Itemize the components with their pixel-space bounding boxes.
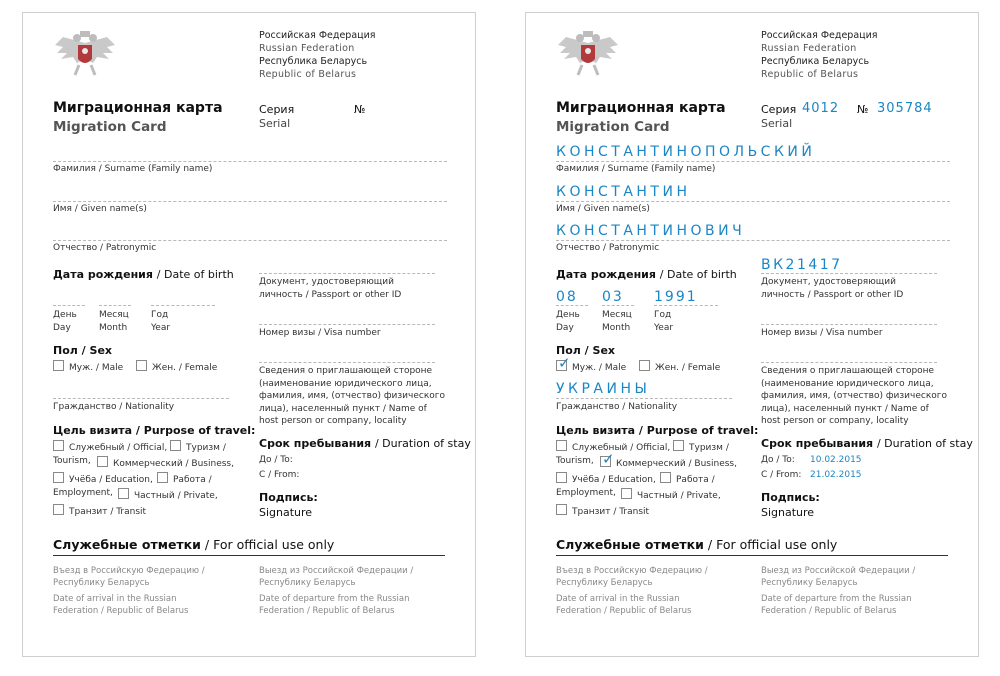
male-label: Муж. / Male [69, 363, 124, 373]
given-name-label: Имя / Given name(s) [556, 204, 650, 214]
year-label [654, 309, 673, 334]
host-line[interactable] [761, 362, 937, 363]
surname-label: Фамилия / Surname (Family name) [556, 164, 716, 174]
day-label [53, 309, 77, 334]
host-5: host person or company, locality [761, 416, 909, 426]
purpose-en: / Purpose of travel: [638, 424, 759, 437]
tourism-label-en: Tourism, [556, 456, 594, 466]
from-label: С / From: [259, 470, 300, 480]
given-name-line[interactable] [53, 201, 447, 202]
year-label [151, 309, 170, 334]
serial-label-ru: Серия [761, 103, 797, 116]
country-ru-1: Российская Федерация [761, 30, 878, 41]
country-block [761, 29, 878, 81]
to-date-value[interactable]: 10.02.2015 [810, 455, 862, 465]
education-label: Учёба / Education, [572, 475, 656, 485]
month-en: Month [602, 322, 631, 333]
entry-1: Въезд в Российскую Федерацию / [53, 566, 205, 576]
stay-en: / Duration of stay [374, 437, 471, 450]
country-en-1: Russian Federation [259, 43, 355, 54]
day-line[interactable] [53, 305, 85, 306]
host-4: лица), населенный пункт / Name of [761, 403, 929, 414]
number-sign: № [354, 103, 366, 116]
host-line[interactable] [259, 362, 435, 363]
number-sign: № [857, 103, 869, 116]
official-title-ru: Служебные отметки [556, 537, 704, 552]
official-title-ru: Служебные отметки [53, 537, 201, 552]
business-checkbox[interactable] [600, 450, 615, 468]
serial-label-en: Serial [259, 117, 291, 130]
day-ru: День [556, 310, 580, 320]
purpose-education[interactable] [556, 472, 656, 485]
tourism-label: Туризм / [186, 443, 226, 453]
transit-checkbox[interactable] [53, 504, 64, 515]
year-ru: Год [654, 310, 672, 320]
given-name-label: Имя / Given name(s) [53, 204, 147, 214]
migration-card-filled [525, 12, 979, 657]
patronymic-label: Отчество / Patronymic [53, 243, 157, 253]
day-line [556, 305, 588, 306]
purpose-education[interactable] [53, 472, 153, 485]
exit-2: Республику Беларусь [761, 578, 858, 588]
purpose-heading [556, 424, 758, 437]
purpose-heading [53, 424, 255, 437]
signature-ru: Подпись: [259, 491, 318, 504]
exit-stamp-label [761, 565, 915, 617]
male-option[interactable] [556, 354, 627, 373]
tourism-checkbox[interactable] [170, 440, 181, 451]
official-title-en: / For official use only [204, 537, 335, 552]
private-checkbox[interactable] [118, 488, 129, 499]
official-label: Служебный / Official, [69, 443, 168, 453]
host-1: Сведения о приглашающей стороне [761, 366, 935, 376]
title-en: Migration Card [53, 119, 167, 135]
business-label: Коммерческий / Business, [113, 459, 234, 469]
day-en: Day [556, 322, 574, 333]
sex-ru: Пол [53, 344, 78, 357]
passport-line [761, 273, 937, 274]
sex-en: / Sex [81, 344, 112, 357]
day-ru: День [53, 310, 77, 320]
tourism-label: Туризм / [689, 443, 729, 453]
double-headed-eagle-emblem-icon [556, 29, 620, 79]
citizenship-label: Гражданство / Nationality [53, 402, 175, 412]
year-value[interactable]: 1991 [654, 289, 698, 305]
day-label [556, 309, 580, 334]
host-label [761, 365, 947, 428]
entry-stamp-label [53, 565, 205, 617]
tourism-checkbox[interactable] [673, 440, 684, 451]
host-label [259, 365, 445, 428]
to-label: До / To: [259, 455, 293, 465]
patronymic-label: Отчество / Patronymic [556, 243, 660, 253]
purpose-transit[interactable] [53, 504, 146, 517]
male-checkbox[interactable] [556, 354, 571, 372]
country-en-2: Republic of Belarus [259, 69, 357, 80]
host-1: Сведения о приглашающей стороне [259, 366, 433, 376]
purpose-business[interactable] [600, 450, 737, 469]
to-label: До / To: [761, 455, 795, 465]
passport-label [761, 276, 903, 301]
male-checkbox[interactable] [53, 360, 64, 371]
from-label: С / From: [761, 470, 802, 480]
entry-4: Federation / Republic of Belarus [53, 606, 189, 616]
citizenship-label: Гражданство / Nationality [556, 402, 678, 412]
business-label: Коммерческий / Business, [616, 459, 737, 469]
transit-checkbox[interactable] [556, 504, 567, 515]
male-label: Муж. / Male [572, 363, 627, 373]
female-label: Жен. / Female [152, 363, 218, 373]
year-line[interactable] [151, 305, 215, 306]
surname-line[interactable] [53, 161, 447, 162]
sex-en: / Sex [584, 344, 615, 357]
surname-value[interactable]: КОНСТАНТИНОПОЛЬСКИЙ [556, 144, 816, 160]
number-value[interactable]: 305784 [877, 101, 933, 116]
year-line [654, 305, 718, 306]
month-ru: Месяц [602, 310, 632, 320]
host-3: фамилия, имя, (отчество) физического [761, 391, 948, 401]
doc-line1: Документ, удостоверяющий [259, 277, 394, 287]
visa-line[interactable] [761, 324, 937, 325]
country-ru-2: Республика Беларусь [761, 56, 870, 67]
education-label: Учёба / Education, [69, 475, 153, 485]
country-ru-2: Республика Беларусь [259, 56, 368, 67]
dob-heading [556, 268, 737, 281]
female-label: Жен. / Female [655, 363, 721, 373]
dob-ru: Дата рождения [556, 268, 656, 281]
stay-heading [259, 437, 471, 450]
transit-label: Транзит / Transit [572, 507, 650, 517]
host-2: (наименование юридического лица, [259, 378, 432, 389]
dob-ru: Дата рождения [53, 268, 153, 281]
series-value[interactable]: 4012 [802, 101, 840, 116]
female-checkbox[interactable] [639, 360, 650, 371]
exit-4: Federation / Republic of Belarus [761, 606, 897, 616]
host-5: host person or company, locality [259, 416, 407, 426]
purpose-ru: Цель визита [53, 424, 133, 437]
entry-2: Республику Беларусь [53, 578, 150, 588]
entry-2: Республику Беларусь [556, 578, 653, 588]
work-checkbox[interactable] [157, 472, 168, 483]
official-checkbox[interactable] [556, 440, 567, 451]
host-3: фамилия, имя, (отчество) физического [259, 391, 446, 401]
exit-3: Date of departure from the Russian [259, 594, 410, 604]
stay-ru: Срок пребывания [259, 437, 372, 450]
official-divider [556, 555, 948, 556]
host-4: лица), населенный пункт / Name of [259, 403, 427, 414]
official-use-heading [53, 537, 334, 552]
year-en: Year [654, 322, 674, 333]
dob-heading [53, 268, 234, 281]
official-divider [53, 555, 445, 556]
exit-1: Выезд из Российской Федерации / [259, 566, 414, 576]
surname-label: Фамилия / Surname (Family name) [53, 164, 213, 174]
work-label: Работа / [173, 475, 212, 485]
private-label: Частный / Private, [134, 491, 218, 501]
business-checkbox[interactable] [97, 456, 108, 467]
education-checkbox[interactable] [556, 472, 567, 483]
double-headed-eagle-emblem-icon [53, 29, 117, 79]
stay-heading [761, 437, 973, 450]
entry-1: Въезд в Российскую Федерацию / [556, 566, 708, 576]
official-use-heading [556, 537, 837, 552]
month-ru: Месяц [99, 310, 129, 320]
serial-label-ru: Серия [259, 103, 295, 116]
signature-ru: Подпись: [761, 491, 820, 504]
citizenship-line [556, 398, 732, 399]
tourism-label-en: Tourism, [53, 456, 91, 466]
title-ru: Миграционная карта [53, 100, 223, 116]
doc-line2: личность / Passport or other ID [259, 289, 402, 300]
signature-en: Signature [259, 506, 313, 519]
visa-label: Номер визы / Visa number [259, 328, 381, 338]
employment-label: Employment, [53, 488, 113, 498]
host-2: (наименование юридического лица, [761, 378, 934, 389]
patronymic-line[interactable] [53, 240, 447, 241]
stay-en: / Duration of stay [876, 437, 973, 450]
day-value[interactable]: 08 [556, 289, 578, 305]
female-option[interactable] [136, 360, 217, 373]
entry-3: Date of arrival in the Russian [556, 594, 680, 604]
month-label [602, 309, 632, 334]
male-option[interactable] [53, 360, 123, 373]
patronymic-line [556, 240, 950, 241]
purpose-private[interactable] [118, 488, 218, 501]
signature-en: Signature [761, 506, 815, 519]
country-block [259, 29, 376, 81]
work-label: Работа / [676, 475, 715, 485]
title-en: Migration Card [556, 119, 670, 135]
entry-4: Federation / Republic of Belarus [556, 606, 692, 616]
month-line [602, 305, 634, 306]
month-en: Month [99, 322, 128, 333]
citizenship-line[interactable] [53, 398, 229, 399]
country-ru-1: Российская Федерация [259, 30, 376, 41]
exit-1: Выезд из Российской Федерации / [761, 566, 916, 576]
stay-ru: Срок пребывания [761, 437, 874, 450]
purpose-business[interactable] [97, 456, 234, 469]
purpose-official[interactable] [53, 440, 167, 453]
private-checkbox[interactable] [621, 488, 632, 499]
from-date-value[interactable]: 21.02.2015 [810, 470, 862, 480]
purpose-work[interactable] [660, 472, 715, 485]
purpose-en: / Purpose of travel: [135, 424, 256, 437]
day-en: Day [53, 322, 71, 333]
work-checkbox[interactable] [660, 472, 671, 483]
country-en-2: Republic of Belarus [761, 69, 859, 80]
passport-line[interactable] [259, 273, 435, 274]
month-value[interactable]: 03 [602, 289, 624, 305]
passport-value[interactable]: ВК21417 [761, 257, 843, 273]
official-label: Служебный / Official, [572, 443, 671, 453]
serial-label-en: Serial [761, 117, 793, 130]
migration-card-blank [22, 12, 476, 657]
doc-line2: личность / Passport or other ID [761, 289, 904, 300]
private-label: Частный / Private, [637, 491, 721, 501]
female-option[interactable] [639, 360, 720, 373]
check-mark-icon: ✓ [602, 450, 615, 468]
purpose-tourism[interactable] [170, 440, 226, 453]
exit-2: Республику Беларусь [259, 578, 356, 588]
employment-label: Employment, [556, 488, 616, 498]
purpose-private[interactable] [621, 488, 721, 501]
entry-3: Date of arrival in the Russian [53, 594, 177, 604]
official-checkbox[interactable] [53, 440, 64, 451]
year-en: Year [151, 322, 171, 333]
year-ru: Год [151, 310, 169, 320]
doc-line1: Документ, удостоверяющий [761, 277, 896, 287]
dob-en: / Date of birth [156, 268, 234, 281]
education-checkbox[interactable] [53, 472, 64, 483]
purpose-transit[interactable] [556, 504, 649, 517]
exit-3: Date of departure from the Russian [761, 594, 912, 604]
month-line[interactable] [99, 305, 131, 306]
given-name-line [556, 201, 950, 202]
purpose-ru: Цель визита [556, 424, 636, 437]
patronymic-value[interactable]: КОНСТАНТИНОВИЧ [556, 223, 746, 239]
female-checkbox[interactable] [136, 360, 147, 371]
surname-line [556, 161, 950, 162]
country-en-1: Russian Federation [761, 43, 857, 54]
sex-heading [53, 344, 112, 357]
citizenship-value[interactable]: УКРАИНЫ [556, 381, 651, 397]
purpose-tourism[interactable] [673, 440, 729, 453]
check-mark-icon: ✓ [558, 354, 571, 372]
official-title-en: / For official use only [707, 537, 838, 552]
exit-stamp-label [259, 565, 413, 617]
entry-stamp-label [556, 565, 708, 617]
visa-line[interactable] [259, 324, 435, 325]
visa-label: Номер визы / Visa number [761, 328, 883, 338]
transit-label: Транзит / Transit [69, 507, 147, 517]
sex-ru: Пол [556, 344, 581, 357]
title-ru: Миграционная карта [556, 100, 726, 116]
exit-4: Federation / Republic of Belarus [259, 606, 395, 616]
dob-en: / Date of birth [659, 268, 737, 281]
given-name-value[interactable]: КОНСТАНТИН [556, 184, 691, 200]
passport-label [259, 276, 401, 301]
purpose-work[interactable] [157, 472, 212, 485]
month-label [99, 309, 129, 334]
